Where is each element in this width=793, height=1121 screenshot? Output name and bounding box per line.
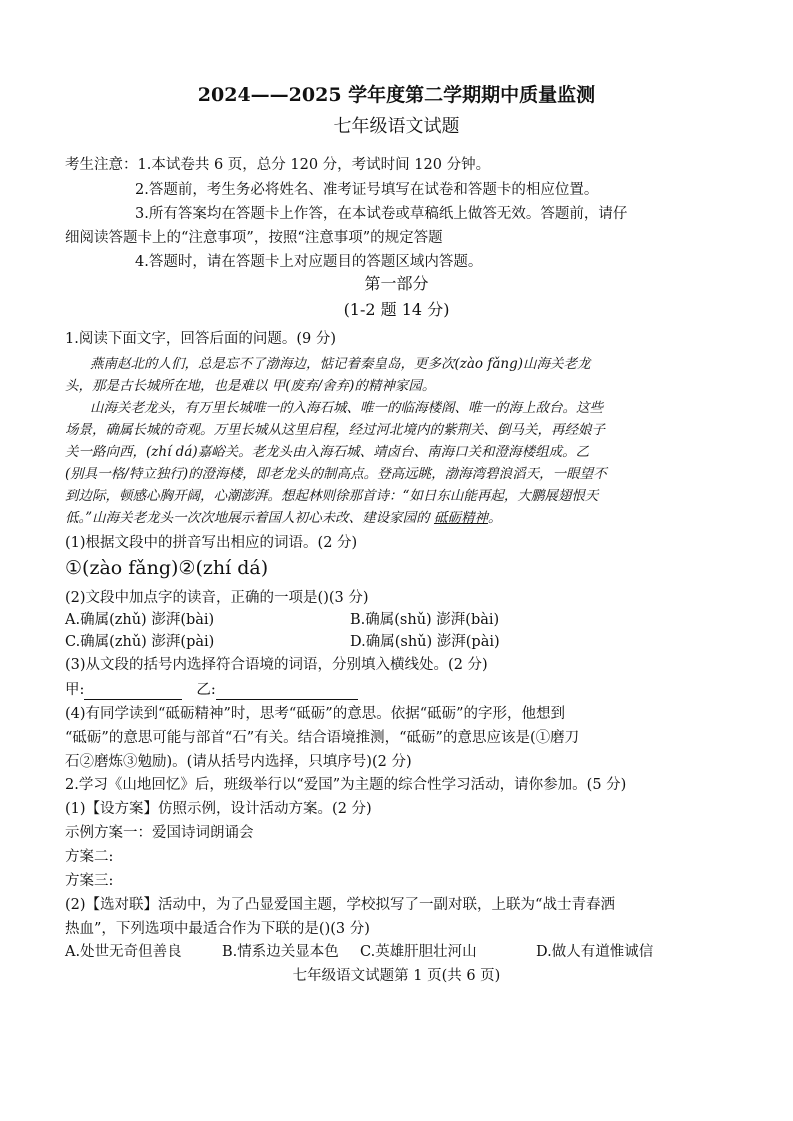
q1-stem: 1.阅读下面文字，回答后面的问题。(9 分) xyxy=(65,331,336,347)
q2-stem: 2.学习《山地回忆》后，班级举行以“爱国”为主题的综合性学习活动，请你参加。(5 分) xyxy=(65,777,627,793)
option-b: B.确属(shǔ) 澎湃(bài) xyxy=(350,612,500,628)
q2-option-d: D.做人有道惟诚信 xyxy=(536,944,654,960)
q1-sub3: (3)从文段的括号内选择符合语境的词语，分别填入横线处。(2 分) xyxy=(65,657,488,673)
q1-sub4-line: (4)有同学读到“砥砺精神”时，思考“砥砺”的意思。依据“砥砺”的字形，他想到 xyxy=(65,706,566,722)
passage-line: 山海关老龙头，有万里长城唯一的入海石城、唯一的临海楼阁、唯一的海上敌台。这些 xyxy=(90,400,603,416)
q2-option-a: A.处世无奇但善良 xyxy=(65,944,182,960)
passage-line: 头，那是古长城所在地，也是难以 甲(废弃/舍弃)的精神家园。 xyxy=(65,378,436,394)
q1-sub4-line: 石②磨炼③勉励)。(请从括号内选择，只填序号)(2 分) xyxy=(65,754,412,770)
q1-sub1: (1)根据文段中的拼音写出相应的词语。(2 分) xyxy=(65,535,358,551)
q1-sub4-line: “砥砺”的意思可能与部首“石”有关。结合语境推测，“砥砺”的意思应该是(①磨刀 xyxy=(65,730,580,746)
q1-sub1-pinyin: ①(zào fǎng)②(zhí dá) xyxy=(65,557,269,579)
section-name: 第一部分 xyxy=(364,274,429,293)
blank-yi-line xyxy=(216,683,358,700)
passage-end: 。 xyxy=(487,510,502,526)
passage-line: 燕南赵北的人们，总是忘不了渤海边，惦记着秦皇岛，更多次(zào fǎng)山海关老龙 xyxy=(90,356,591,372)
section-range: (1-2 题 14 分) xyxy=(343,300,450,319)
option-d: D.确属(shǔ) 澎湃(pài) xyxy=(350,634,500,650)
notice-item: 2.答题前，考生务必将姓名、准考证号填写在试卷和答题卡的相应位置。 xyxy=(135,182,599,198)
underlined-phrase: 砥砺精神 xyxy=(433,510,488,526)
passage-line: (别具一格/特立独行)的澄海楼，即老龙头的制高点。登高远眺，渤海湾碧浪滔天，一眼望不 xyxy=(65,466,607,482)
notice-item: 3.所有答案均在答题卡上作答，在本试卷或草稿纸上做答无效。答题前，请仔 xyxy=(135,206,628,222)
q2-plan2: 方案二: xyxy=(65,849,114,865)
blank-jia-label: 甲: xyxy=(65,682,85,698)
passage-text: 低。”山海关老龙头一次次地展示着国人初心未改、建设家园的 xyxy=(65,510,430,526)
q1-sub2: (2)文段中加点字的读音，正确的一项是()(3 分) xyxy=(65,590,369,606)
q2-sub1: (1)【设方案】仿照示例，设计活动方案。(2 分) xyxy=(65,801,372,817)
notice-item: 1.本试卷共 6 页，总分 120 分，考试时间 120 分钟。 xyxy=(137,157,491,173)
exam-subtitle: 七年级语文试题 xyxy=(333,116,460,137)
q2-option-b: B.情系边关显本色 xyxy=(222,944,339,960)
q2-plan3: 方案三: xyxy=(65,873,114,889)
passage-line: 场景，确属长城的奇观。万里长城从这里启程，经过河北境内的紫荆关、倒马关，再经娘子 xyxy=(65,422,605,438)
passage-line-last xyxy=(65,508,501,528)
exam-title: 2024——2025 学年度第二学期期中质量监测 xyxy=(197,84,596,106)
blank-jia-line xyxy=(84,683,182,700)
notice-line-1 xyxy=(65,155,490,175)
passage-line: 关一路向西，(zhí dá)嘉峪关。老龙头由入海石城、靖卤台、南海口关和澄海楼组成。乙 xyxy=(65,444,590,460)
q2-sub2-line: 热血”，下列选项中最适合作为下联的是()(3 分) xyxy=(65,921,370,937)
q2-example: 示例方案一：爱国诗词朗诵会 xyxy=(65,825,254,841)
q2-sub2-line: (2)【选对联】活动中，为了凸显爱国主题，学校拟写了一副对联，上联为“战士青春洒 xyxy=(65,897,615,913)
option-a: A.确属(zhǔ) 澎湃(bài) xyxy=(65,612,215,628)
page-footer: 七年级语文试题第 1 页(共 6 页) xyxy=(292,968,501,984)
blank-yi-label: 乙: xyxy=(196,682,216,698)
option-c: C.确属(zhǔ) 澎湃(pài) xyxy=(65,634,215,650)
q1-sub3-blanks xyxy=(65,680,358,700)
notice-label: 考生注意： xyxy=(65,157,138,173)
notice-item: 4.答题时，请在答题卡上对应题目的答题区域内答题。 xyxy=(135,254,483,270)
passage-line: 到边际，顿感心胸开阔，心潮澎湃。想起林则徐那首诗：“如日东山能再起，大鹏展翅恨天 xyxy=(65,488,599,504)
q2-option-c: C.英雄肝胆壮河山 xyxy=(360,944,477,960)
notice-item: 细阅读答题卡上的“注意事项”，按照“注意事项”的规定答题 xyxy=(65,230,443,246)
